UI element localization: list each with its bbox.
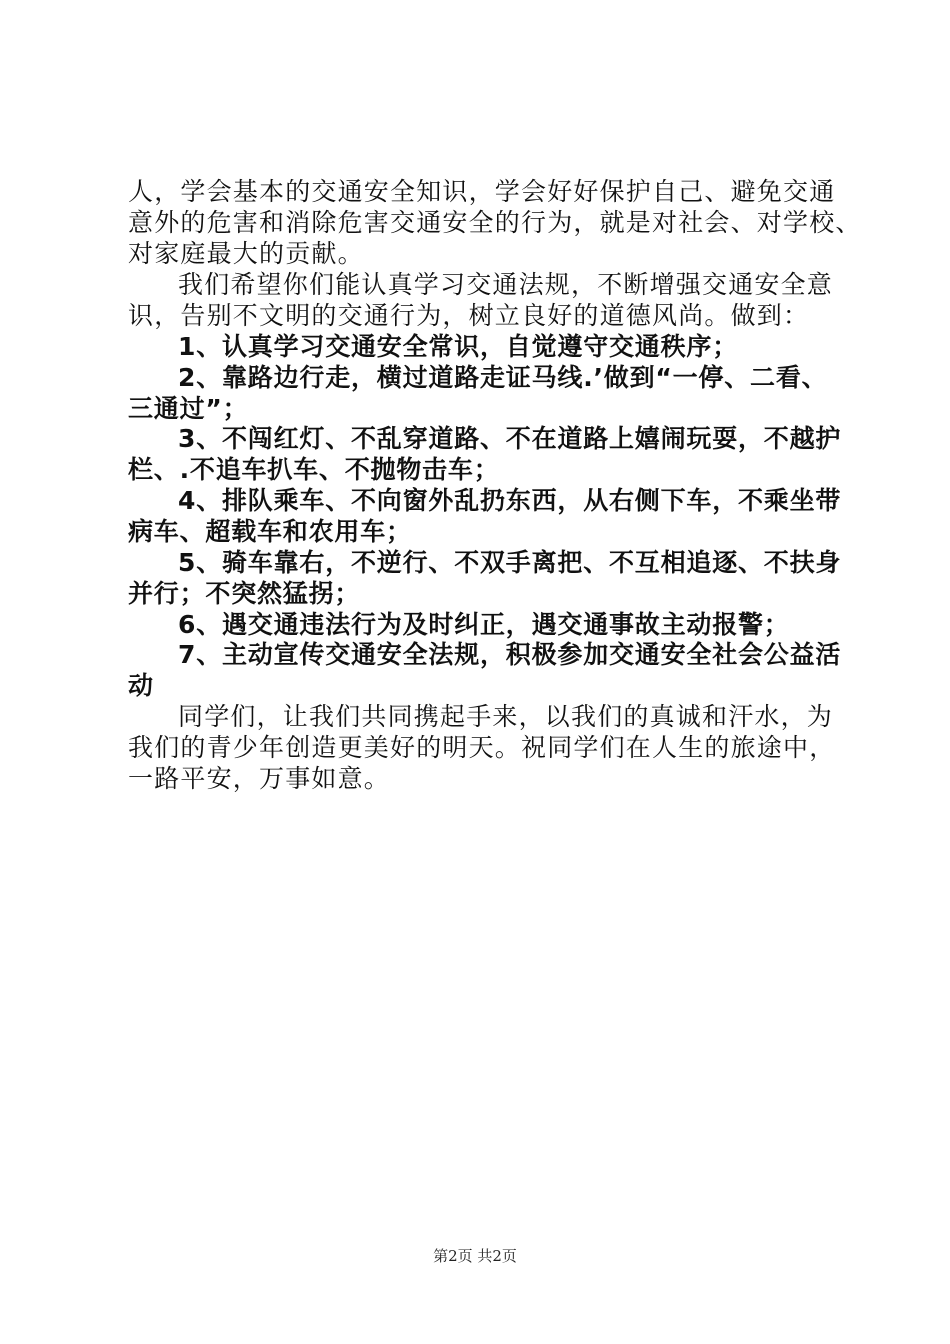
- list-item: 1、认真学习交通安全常识，自觉遵守交通秩序；: [178, 332, 738, 361]
- body-text-line: 我们希望你们能认真学习交通法规，不断增强交通安全意: [178, 270, 834, 299]
- body-text-line: 意外的危害和消除危害交通安全的行为，就是对社会、对学校、: [128, 208, 862, 237]
- list-item-continuation: 三通过”；: [128, 394, 249, 423]
- page-number-footer: 第2页 共2页: [433, 1247, 517, 1265]
- list-item: 4、排队乘车、不向窗外乱扔东西，从右侧下车，不乘坐带: [178, 486, 842, 515]
- body-text-line: 识，告别不文明的交通行为，树立良好的道德风尚。做到：: [128, 301, 810, 330]
- list-item: 5、骑车靠右，不逆行、不双手离把、不互相追逐、不扶身: [178, 548, 842, 577]
- body-text-line: 同学们，让我们共同携起手来，以我们的真诚和汗水，为: [178, 702, 834, 731]
- list-item-continuation: 动: [128, 671, 154, 700]
- body-text-line: 人，学会基本的交通安全知识，学会好好保护自己、避免交通: [128, 177, 836, 206]
- list-item-continuation: 并行；不突然猛拐；: [128, 579, 361, 608]
- list-item: 2、靠路边行走，横过道路走证马线.’做到“一停、二看、: [178, 363, 828, 392]
- list-item-continuation: 栏、.不追车扒车、不抛物击车；: [128, 455, 500, 484]
- list-item-continuation: 病车、超载车和农用车；: [128, 517, 412, 546]
- body-text-line: 我们的青少年创造更美好的明天。祝同学们在人生的旅途中，: [128, 733, 836, 762]
- list-item: 7、主动宣传交通安全法规，积极参加交通安全社会公益活: [178, 640, 842, 669]
- body-text-line: 对家庭最大的贡献。: [128, 239, 364, 268]
- list-item: 6、遇交通违法行为及时纠正，遇交通事故主动报警；: [178, 610, 790, 639]
- body-text-line: 一路平安，万事如意。: [128, 764, 391, 793]
- list-item: 3、不闯红灯、不乱穿道路、不在道路上嬉闹玩耍，不越护: [178, 424, 842, 453]
